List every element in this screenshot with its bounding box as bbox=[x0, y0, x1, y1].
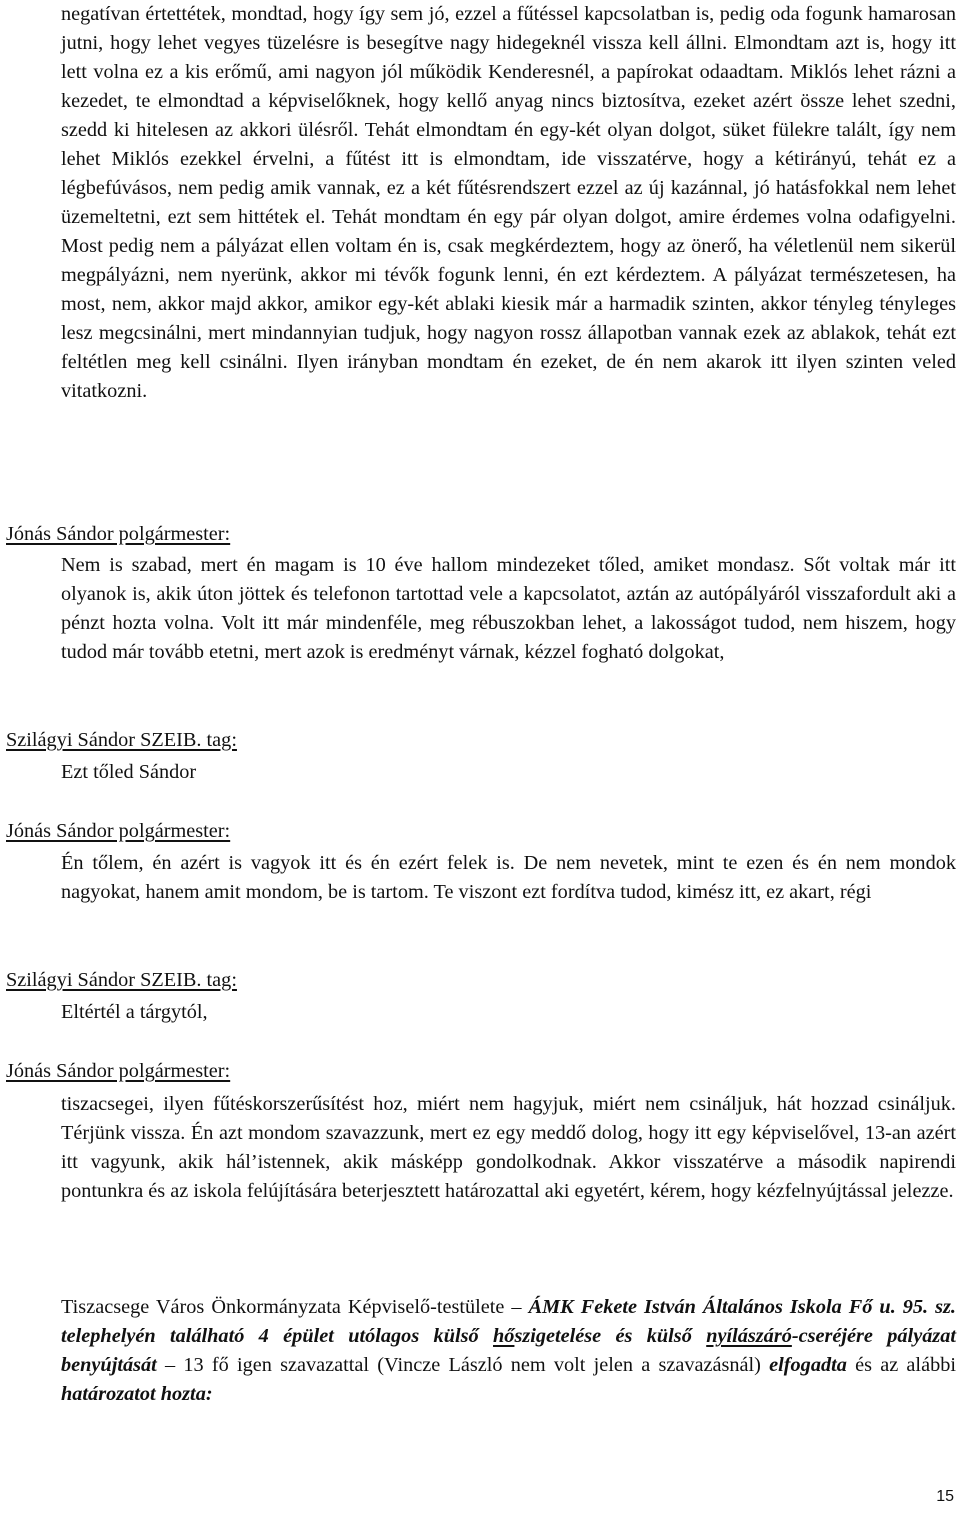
paragraph: Ezt tőled Sándor bbox=[61, 761, 197, 783]
speaker-label: Jónás Sándor polgármester: bbox=[6, 523, 231, 545]
paragraph: Eltértél a tárgytól, bbox=[61, 1001, 208, 1023]
resolution-paragraph bbox=[61, 1293, 956, 1409]
paragraph: Nem is szabad, mert én magam is 10 éve hallom mindezeket tőled, amiket mondasz. Sőt voltak már itt olyanok is, akik úton jöttek és telefonon tartottad vele a kapcsolatot, aztán az autópályáról visszafordult aki a pénzt hozta volna. Volt itt már mindenféle, meg rébuszokban lehet, a lakosságot tudod, nem hiszem, hogy tudod már tovább etetni, mert azok is eredményt várnak, kézzel fogható dolgokat, bbox=[61, 554, 956, 663]
paragraph: negatívan értettétek, mondtad, hogy így sem jó, ezzel a fűtéssel kapcsolatban is, pedig oda fogunk hamarosan jutni, hogy lehet vegyes tüzelésre is besegítve nagy hidegeknél vissza kell állni. Elmondtam azt is, hogy itt lett volna ez a kis erőmű, ami nagyon jól működik Kenderesnél, a papírokat odaadtam. Miklós lehet rázni a kezedet, te elmondtad a képviselőknek, hogy kellő anyag nincs biztosítva, ezeket azért össze lehet szedni, szedd ki hitelesen az akkori ülésről. Tehát elmondtam én egy-két olyan dolgot, süket fülekre talált, így nem lehet Miklós ezekkel érvelni, a fűtést itt is elmondtam, ide visszatérve, hogy a kétirányú, tehát ez a légbefúvásos, nem pedig amik vannak, ez a két fűtésrendszert ezzel az új kazánnal, jó hatásfokkal nem lehet üzemeltetni, ezt sem hittétek el. Tehát mondtam én egy pár olyan dolgot, amire érdemes volna odafigyelni. Most pedig nem a pályázat ellen voltam én is, csak megkérdeztem, hogy az önerő, ha véletlenül nem sikerül megpályázni, nem nyerünk, akkor mi tévők fogunk lenni, én ezt kérdeztem. A pályázat természetesen, ha most, nem, akkor majd akkor, amikor egy-két ablaki kiesik már a harmadik szinten, akkor tényleg tényleges lesz megcsinálni, mert mindannyian tudjuk, hogy nagyon rossz állapotban vannak ezek az ablakok, tehát ezt feltétlen meg kell csinálni. Ilyen irányban mondtam én ezeket, de én nem akarok itt ilyen szinten veled vitatkozni. bbox=[61, 3, 956, 402]
speaker-label: Jónás Sándor polgármester: bbox=[6, 820, 231, 842]
resolution-lead: Tiszacsege Város Önkormányzata Képviselő-testülete – bbox=[61, 1296, 522, 1318]
speaker-label: Szilágyi Sándor SZEIB. tag: bbox=[6, 729, 237, 751]
page-number: 15 bbox=[936, 1488, 954, 1505]
resolution-and: és az alábbi bbox=[855, 1354, 956, 1376]
resolution-vote: – 13 fő igen szavazattal (Vincze László nem volt jelen a szavazásnál) bbox=[165, 1354, 761, 1376]
resolution-decision: határozatot hozta: bbox=[61, 1383, 213, 1405]
speaker-label: Szilágyi Sándor SZEIB. tag: bbox=[6, 969, 237, 991]
resolution-adopted: elfogadta bbox=[769, 1354, 847, 1376]
speaker-label: Jónás Sándor polgármester: bbox=[6, 1060, 231, 1082]
paragraph: tiszacsegei, ilyen fűtéskorszerűsítést hoz, miért nem hagyjuk, miért nem csináljuk, hát hozzad csináljuk. Térjünk vissza. Én azt mondom szavazzunk, mert ez egy meddő dolog, hogy itt egy képviselővel, 13-an azért itt vagyunk, akik hál’istennek, akik másképp gondolkodnak. Akkor visszatérve a második napirendi pontunkra és az iskola felújítására beterjesztett határozattal aki egyetért, kérem, hogy kézfelnyújtással jelezze. bbox=[61, 1093, 956, 1202]
paragraph: Én tőlem, én azért is vagyok itt és én ezért felek is. De nem nevetek, mint te ezen és én nem mondok nagyokat, hanem amit mondom, be is tartom. Te viszont ezt fordítva tudod, kimész itt, ez akart, régi bbox=[61, 852, 956, 903]
resolution-subject: ÁMK Fekete István Általános Iskola Fő u. 95. sz. telephelyén található 4 épület utólagos külső hőszigetelése és külső nyílászáró-cseréjére pályázat benyújtását bbox=[61, 1296, 957, 1376]
